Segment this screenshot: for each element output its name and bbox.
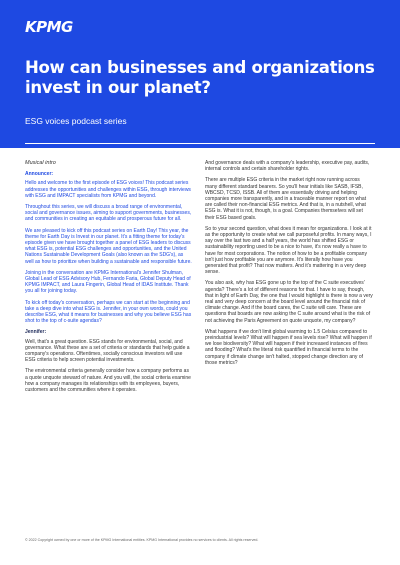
speaker-label-announcer: Announcer:	[25, 171, 54, 178]
announcer-paragraph: Joining in the conversation are KPMG International's Jennifer Shulman, Global Lead of ESG Advisory Hub, Fernando Faria, Global Deputy Head of KPMG IMPACT, and Laura Fingerin, Global Head of IDAS Institute. Thank you all for joining today.	[25, 269, 191, 295]
jennifer-paragraph: The environmental criteria generally consider how a company performs as a quote unquote steward of nature. And you will, the social criteria examine how a company manages its relationships with its employees, buyers, customers and the communities where it operates.	[25, 368, 191, 394]
body-paragraph: So to your second question, what does it mean for organizations. I look at it as the opportunity to create what we call purposeful profits. In many ways, I say over the last two and a half years, the world has shifted ESG or sustainability reporting used to be a nice to have, it's now really a have to have for most corporations. The notion of how to be a profitable company isn't just how profitable you are anymore. It's literally how have you generated that profit? That now matters. And it's mattering in a very deep sense.	[205, 225, 372, 276]
jennifer-paragraph: Well, that's a great question. ESG stands for environmental, social, and governance. What these are a set of criteria or standards that help guide a company's operations. Oftentimes, socially conscious investors will use ESG criteria to help screen potential investments.	[25, 338, 190, 364]
body-paragraph: And governance deals with a company's leadership, executive pay, audits, internal controls and certain shareholder rights.	[205, 160, 370, 173]
body-paragraph: There are multiple ESG criteria in the market right now running across many different standard bearers. So you'll hear initials like SASB, IFSB, WBCSD, TCSD, ISSB. All of them are essentially driving and helping companies more transparently, and in a traceable manner report on what are called their non-financial ESG metrics. And that is, in a nutshell, what ESG is. What it is not, though, is a goal. Companies themselves will set their ESG based goals.	[205, 177, 367, 221]
announcer-paragraph: To kick off today's conversation, perhaps we can start at the beginning and take a deep dive into what ESG is. Jennifer, in your own words, could you describe ESG, what it means for businesses and why you believe ESG has shot to the top of c-suite agendas?	[25, 299, 192, 325]
copyright-footer: © 2022 Copyright owned by one or more of the KPMG International entities. KPMG International provides no services to clients. All rights reserved.	[25, 538, 259, 542]
header-banner	[0, 0, 400, 148]
page-title: How can businesses and organizations invest in our planet?	[25, 58, 375, 97]
body-paragraph: You also ask, why has ESG gone up to the top of the C suite executives' agenda? There's a lot of different reasons for that. I have to say, though, that in light of Earth Day, the one that I would highlight is there is now a very real and very deep concern at the board level around the financial risk of climate change. And if the board cares, the C suite will care. These are questions that boards are now asking the C suite around what is the risk of not achieving the Paris Agreement on quote unquote, my company?	[205, 280, 373, 324]
speaker-label-jennifer: Jennifer:	[25, 329, 47, 336]
section-label: Musical intro	[25, 160, 56, 166]
left-column	[25, 160, 193, 530]
announcer-paragraph: Throughout this series, we will discuss a broad range of environmental, social and governance issues, aiming to support governments, businesses, and communities in creating an equitable and prosperous future for all.	[25, 204, 192, 223]
announcer-paragraph: We are pleased to kick off this podcast series on Earth Day! This year, the theme for Earth Day is Invest in our planet. It's a fitting theme for today's episode given we have brought together a panel of ESG leaders to discuss what ESG is, potential ESG challenges and opportunities, and the United Nations Sustainable Development Goals (also known as the SDG's), as well as how to prioritize when building a sustainable and responsible future.	[25, 227, 192, 265]
right-column	[205, 160, 373, 530]
kpmg-logo: KPMG	[25, 18, 73, 36]
announcer-paragraph: Hello and welcome to the first episode of ESG voices! This podcast series addresses the opportunities and challenges within ESG, through interviews with ESG and IMPACT specialists from KPMG and beyond.	[25, 180, 191, 199]
header-divider	[25, 143, 375, 144]
page-subtitle: ESG voices podcast series	[25, 116, 127, 126]
body-paragraph: What happens if we don't limit global warming to 1.5 Celsius compared to preindustrial levels? What will happen if sea levels rise? What will happen if we lose biodiversity? What will happen if their increased instances of fires and flooding? What's the literal risk quantified in financial terms to the company if climate change isn't halted, stopped change direction any of those metrics?	[205, 328, 372, 366]
